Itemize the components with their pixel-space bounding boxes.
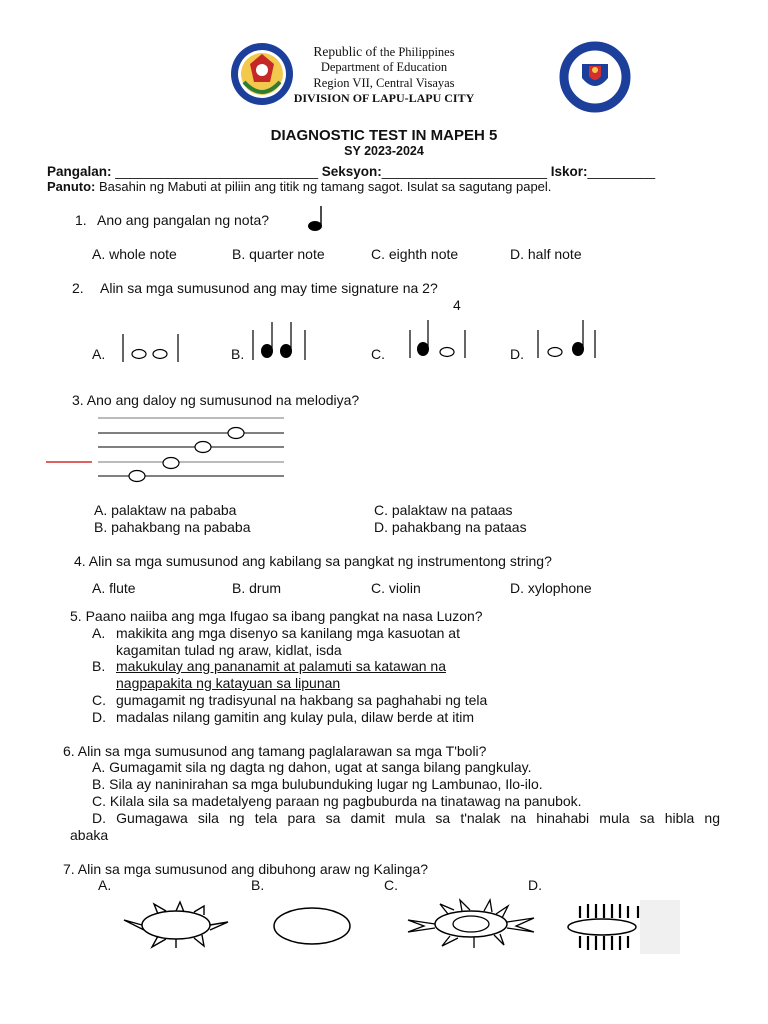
- q7-option-a[interactable]: A.: [98, 877, 112, 893]
- department-line: Department of Education: [320, 60, 448, 74]
- q5-option-b-line2: nagpapakita ng katayuan sa lipunan: [116, 675, 341, 691]
- deped-seal-icon: [562, 44, 628, 110]
- sun-design-b-icon: [270, 904, 354, 948]
- quarter-note-icon: [303, 204, 327, 234]
- q4-text: 4. Alin sa mga sumusunod ang kabilang sa pangkat ng instrumentong string?: [74, 553, 552, 569]
- region-line: Region VII, Central Visayas: [313, 76, 455, 90]
- republic-line: Republic of the Philippines: [313, 44, 455, 59]
- q3-option-d[interactable]: D. pahakbang na pataas: [374, 519, 527, 535]
- q1-option-a[interactable]: A. whole note: [92, 246, 177, 262]
- q6-option-d-line2: abaka: [70, 827, 109, 843]
- sun-design-d-icon: [562, 900, 680, 954]
- q4-option-d[interactable]: D. xylophone: [510, 580, 592, 596]
- q5-option-b-label[interactable]: B.: [92, 658, 106, 674]
- q1-text: Ano ang pangalan ng nota?: [97, 212, 270, 228]
- q5-option-c-text: gumagamit ng tradisyunal na hakbang sa paghahabi ng tela: [116, 692, 488, 708]
- q2-option-d-measure-icon: [535, 318, 599, 362]
- q4-option-c[interactable]: C. violin: [371, 580, 421, 596]
- q1-option-b[interactable]: B. quarter note: [232, 246, 325, 262]
- q2-text: Alin sa mga sumusunod ang may time signature na 2?: [100, 280, 438, 296]
- sun-design-a-icon: [118, 900, 234, 950]
- q2-option-c[interactable]: C.: [371, 346, 385, 362]
- q3-option-c[interactable]: C. palaktaw na pataas: [374, 502, 513, 518]
- q2-option-a-measure-icon: [120, 330, 182, 366]
- q5-option-d-label[interactable]: D.: [92, 709, 106, 725]
- q5-option-a-line2: kagamitan tulad ng araw, kidlat, isda: [116, 642, 342, 658]
- q5-option-b-line1: makukulay ang pananamit at palamuti sa katawan na: [116, 658, 446, 674]
- q7-option-b[interactable]: B.: [251, 877, 265, 893]
- q6-option-b[interactable]: B. Sila ay naninirahan sa mga bulubunduking lugar ng Lambunao, Ilo-ilo.: [92, 776, 543, 792]
- school-year: SY 2023-2024: [344, 144, 424, 158]
- q7-option-d[interactable]: D.: [528, 877, 542, 893]
- q6-option-c[interactable]: C. Kilala sila sa madetalyeng paraan ng pagbuburda na tinatawag na panubok.: [92, 793, 582, 809]
- q1-option-c[interactable]: C. eighth note: [371, 246, 459, 262]
- q4-option-b[interactable]: B. drum: [232, 580, 282, 596]
- q3-option-a[interactable]: A. palaktaw na pababa: [94, 502, 237, 518]
- sun-design-c-icon: [404, 898, 538, 950]
- melody-staff-icon: [44, 414, 290, 488]
- q2-option-b-measure-icon: [250, 318, 310, 364]
- q5-option-a-label[interactable]: A.: [92, 625, 106, 641]
- q1-number: 1.: [75, 212, 87, 228]
- q2-time-signature-denominator: 4: [453, 297, 461, 313]
- q5-text: 5. Paano naiiba ang mga Ifugao sa ibang pangkat na nasa Luzon?: [70, 608, 483, 624]
- q6-option-d-line1[interactable]: D. Gumagawa sila ng tela para sa damit mula sa t'nalak na hinahabi mula sa hibla ng: [92, 810, 720, 826]
- q5-option-c-label[interactable]: C.: [92, 692, 106, 708]
- q3-text: 3. Ano ang daloy ng sumusunod na melodiya?: [72, 392, 360, 408]
- q2-option-a[interactable]: A.: [92, 346, 106, 362]
- q2-option-d[interactable]: D.: [510, 346, 524, 362]
- instructions-line: Panuto: Basahin ng Mabuti at piliin ang titik ng tamang sagot. Isulat sa sagutang papel.: [47, 179, 552, 194]
- q7-text: 7. Alin sa mga sumusunod ang dibuhong araw ng Kalinga?: [63, 861, 429, 877]
- q6-text: 6. Alin sa mga sumusunod ang tamang paglalarawan sa mga T'boli?: [63, 743, 487, 759]
- q5-option-a-line1: makikita ang mga disenyo sa kanilang mga kasuotan at: [116, 625, 460, 641]
- q4-option-a[interactable]: A. flute: [92, 580, 136, 596]
- q2-option-b[interactable]: B.: [231, 346, 245, 362]
- division-line: DIVISION OF LAPU-LAPU CITY: [293, 91, 475, 105]
- q5-option-d-text: madalas nilang gamitin ang kulay pula, dilaw berde at itim: [116, 709, 474, 725]
- q7-option-c[interactable]: C.: [384, 877, 398, 893]
- q6-option-a[interactable]: A. Gumagamit sila ng dagta ng dahon, ugat at sanga bilang pangkulay.: [92, 759, 532, 775]
- q1-option-d[interactable]: D. half note: [510, 246, 582, 262]
- page-title: DIAGNOSTIC TEST IN MAPEH 5: [270, 127, 498, 144]
- q3-option-b[interactable]: B. pahakbang na pababa: [94, 519, 251, 535]
- q2-option-c-measure-icon: [407, 318, 469, 362]
- form-info-line: Pangalan: ___________________________ Seksyon:______________________ Iskor:_________: [47, 164, 656, 179]
- q2-number: 2.: [72, 280, 84, 296]
